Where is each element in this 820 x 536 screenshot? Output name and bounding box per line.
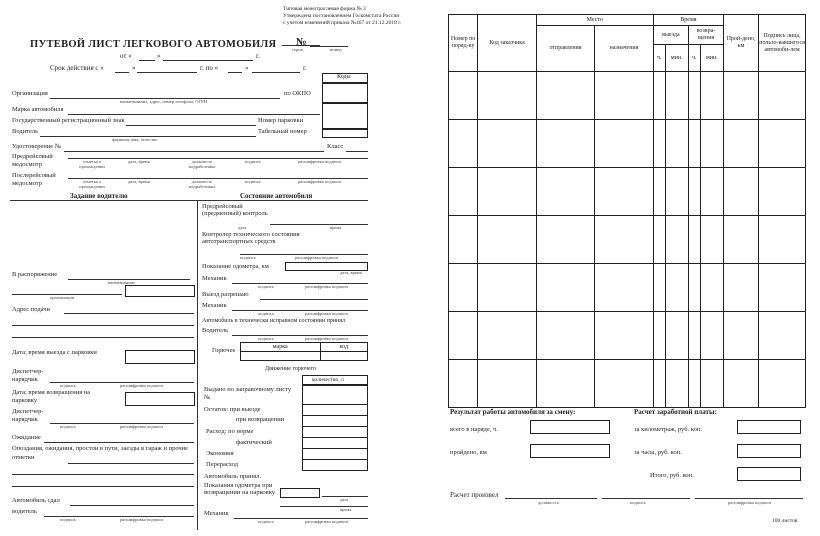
exit-datetime-box[interactable]	[125, 350, 195, 364]
total-box[interactable]	[737, 467, 801, 481]
odometer-return-box[interactable]	[280, 488, 320, 498]
passed-km-box[interactable]	[530, 444, 610, 458]
code-box-parking[interactable]	[322, 103, 368, 129]
page-title: ПУТЕВОЙ ЛИСТ ЛЕГКОВОГО АВТОМОБИЛЯ	[30, 39, 277, 50]
total-orders-box[interactable]	[530, 420, 610, 434]
tab-no-box[interactable]	[322, 129, 368, 138]
form-header: Типовая межотраслевая форма № 3 Утверждена постановлением Госкомстата России с учетом изменений приказа №467 от 21.12.2018 г.	[283, 6, 402, 26]
table-row	[449, 360, 806, 408]
per-km-box[interactable]	[737, 420, 801, 434]
okpo-box[interactable]	[322, 83, 368, 103]
return-datetime-box[interactable]	[125, 392, 195, 406]
table-row	[449, 72, 806, 120]
per-hour-box[interactable]	[737, 444, 801, 458]
org-box[interactable]	[125, 285, 195, 297]
table-row	[449, 264, 806, 312]
table-row	[449, 168, 806, 216]
table-row	[449, 216, 806, 264]
route-table: Номер по поряд-ку Код заказчика Место Время Прой-дено, км Подпись лица, пользо-вавшегося автомоби-лем отправления назначения выезда возвра-щения ч. мин. ч. мин.	[448, 14, 806, 408]
table-row	[449, 120, 806, 168]
table-row	[449, 312, 806, 360]
